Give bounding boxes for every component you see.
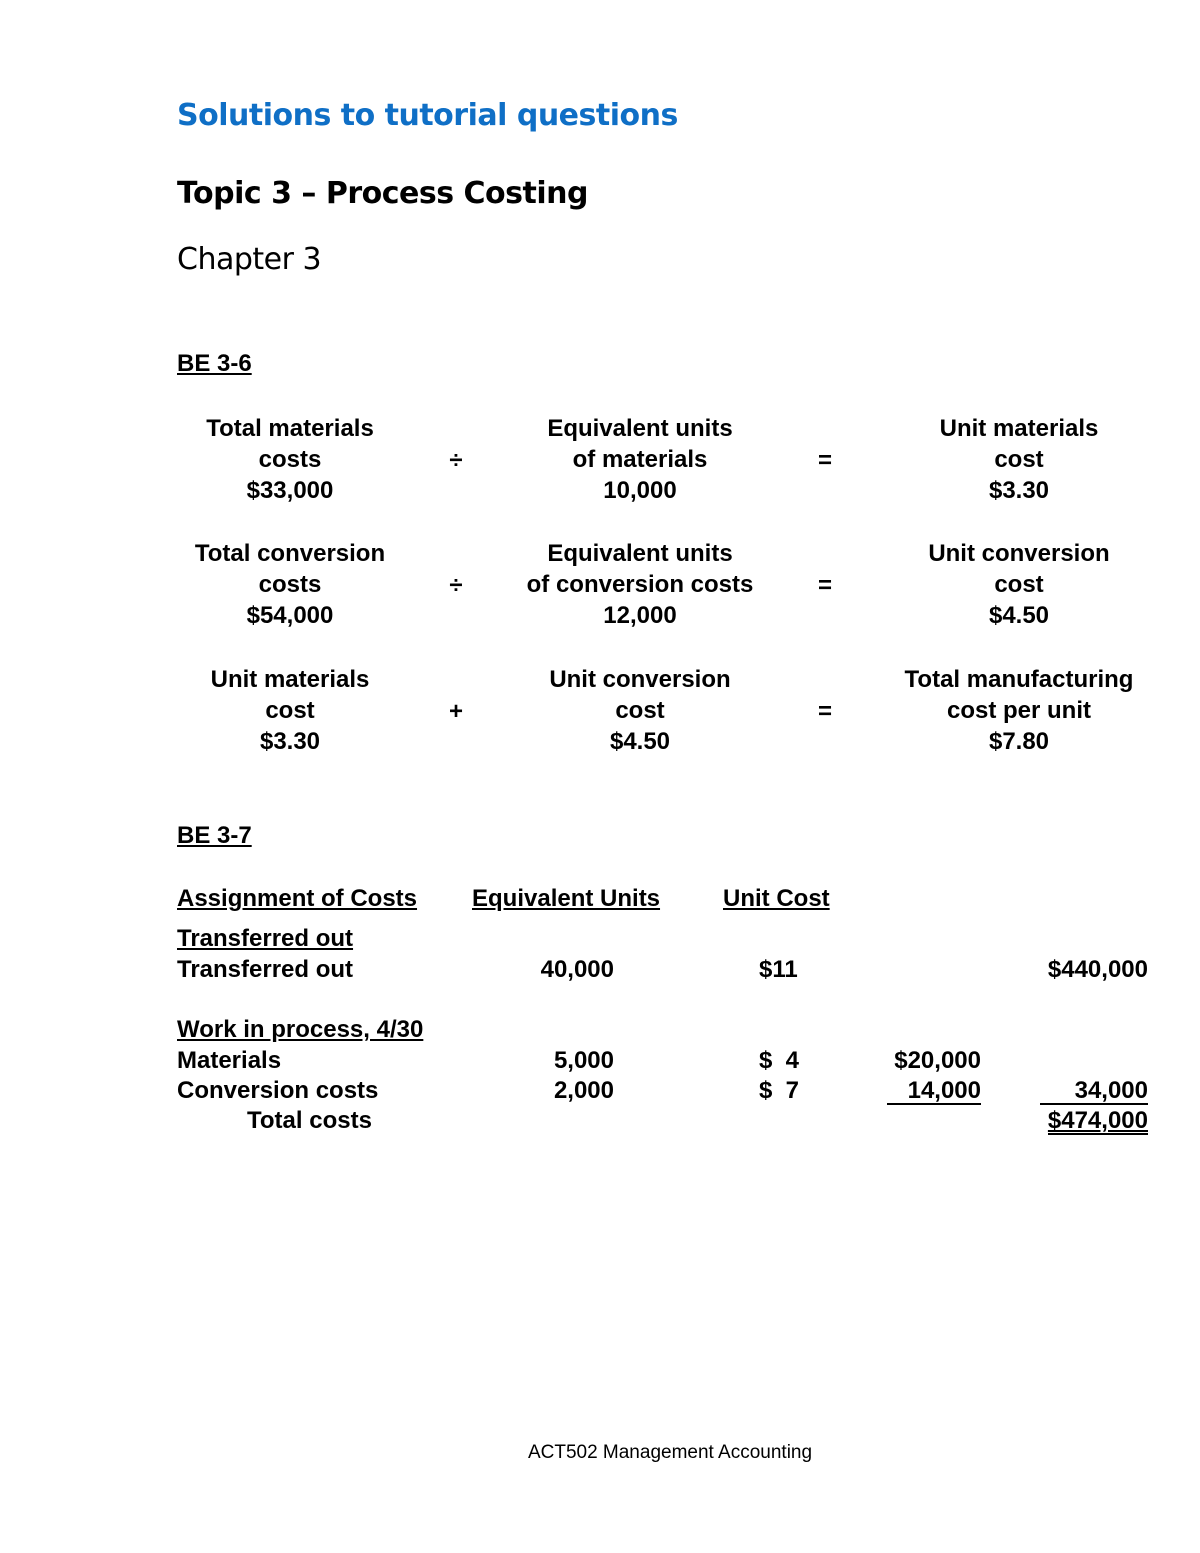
topic-heading: Topic 3 – Process Costing	[177, 176, 588, 211]
be36-row2-left: Total conversion costs $54,000	[194, 540, 386, 629]
wip-heading: Work in process, 4/30	[177, 1016, 424, 1043]
be36-row1-middle: Equivalent units of materials 10,000	[547, 415, 733, 504]
column-header-unit-cost: Unit Cost	[723, 885, 830, 912]
equals-operator: =	[817, 447, 832, 474]
be36-row1-left: Total materials costs $33,000	[206, 415, 374, 504]
be36-row3-right: Total manufacturing cost per unit $7.80	[904, 666, 1134, 755]
plus-operator: +	[448, 698, 463, 725]
conversion-costs-amount-value: 14,000	[887, 1079, 981, 1105]
transferred-out-unit-cost: $11	[759, 956, 798, 983]
conversion-costs-amount	[841, 1076, 981, 1106]
be36-row1-right: Unit materials cost $3.30	[939, 415, 1099, 504]
page-title: Solutions to tutorial questions	[177, 98, 678, 133]
total-costs-value	[998, 1106, 1148, 1136]
be36-row2-middle: Equivalent units of conversion costs 12,000	[526, 540, 754, 629]
column-header-equivalent-units: Equivalent Units	[472, 885, 661, 912]
transferred-out-label: Transferred out	[177, 956, 354, 983]
conversion-costs-label: Conversion costs	[177, 1077, 379, 1104]
transferred-out-units: 40,000	[540, 956, 614, 983]
conversion-costs-unit-cost: $ 7	[759, 1077, 800, 1104]
divide-operator: ÷	[449, 572, 463, 599]
be36-heading: BE 3-6	[177, 350, 252, 377]
be36-row2-right: Unit conversion cost $4.50	[928, 540, 1110, 629]
equals-operator: =	[817, 572, 832, 599]
materials-amount: $20,000	[894, 1047, 981, 1074]
wip-total-value: 34,000	[1040, 1079, 1148, 1105]
transferred-out-heading: Transferred out	[177, 925, 354, 952]
materials-unit-cost: $ 4	[759, 1047, 800, 1074]
divide-operator: ÷	[449, 447, 463, 474]
conversion-costs-units: 2,000	[553, 1077, 614, 1104]
chapter-heading: Chapter 3	[177, 242, 322, 277]
materials-units: 5,000	[553, 1047, 614, 1074]
total-costs-amount: $474,000	[1047, 1107, 1148, 1134]
transferred-out-total: $440,000	[1047, 956, 1148, 983]
equals-operator: =	[817, 698, 832, 725]
be36-row3-middle: Unit conversion cost $4.50	[549, 666, 731, 755]
wip-total	[998, 1076, 1148, 1106]
total-costs-label: Total costs	[247, 1107, 372, 1134]
be36-row3-left: Unit materials cost $3.30	[210, 666, 370, 755]
column-header-assignment: Assignment of Costs	[177, 885, 418, 912]
page-footer: ACT502 Management Accounting	[527, 1442, 813, 1463]
be37-heading: BE 3-7	[177, 822, 252, 849]
materials-label: Materials	[177, 1047, 282, 1074]
